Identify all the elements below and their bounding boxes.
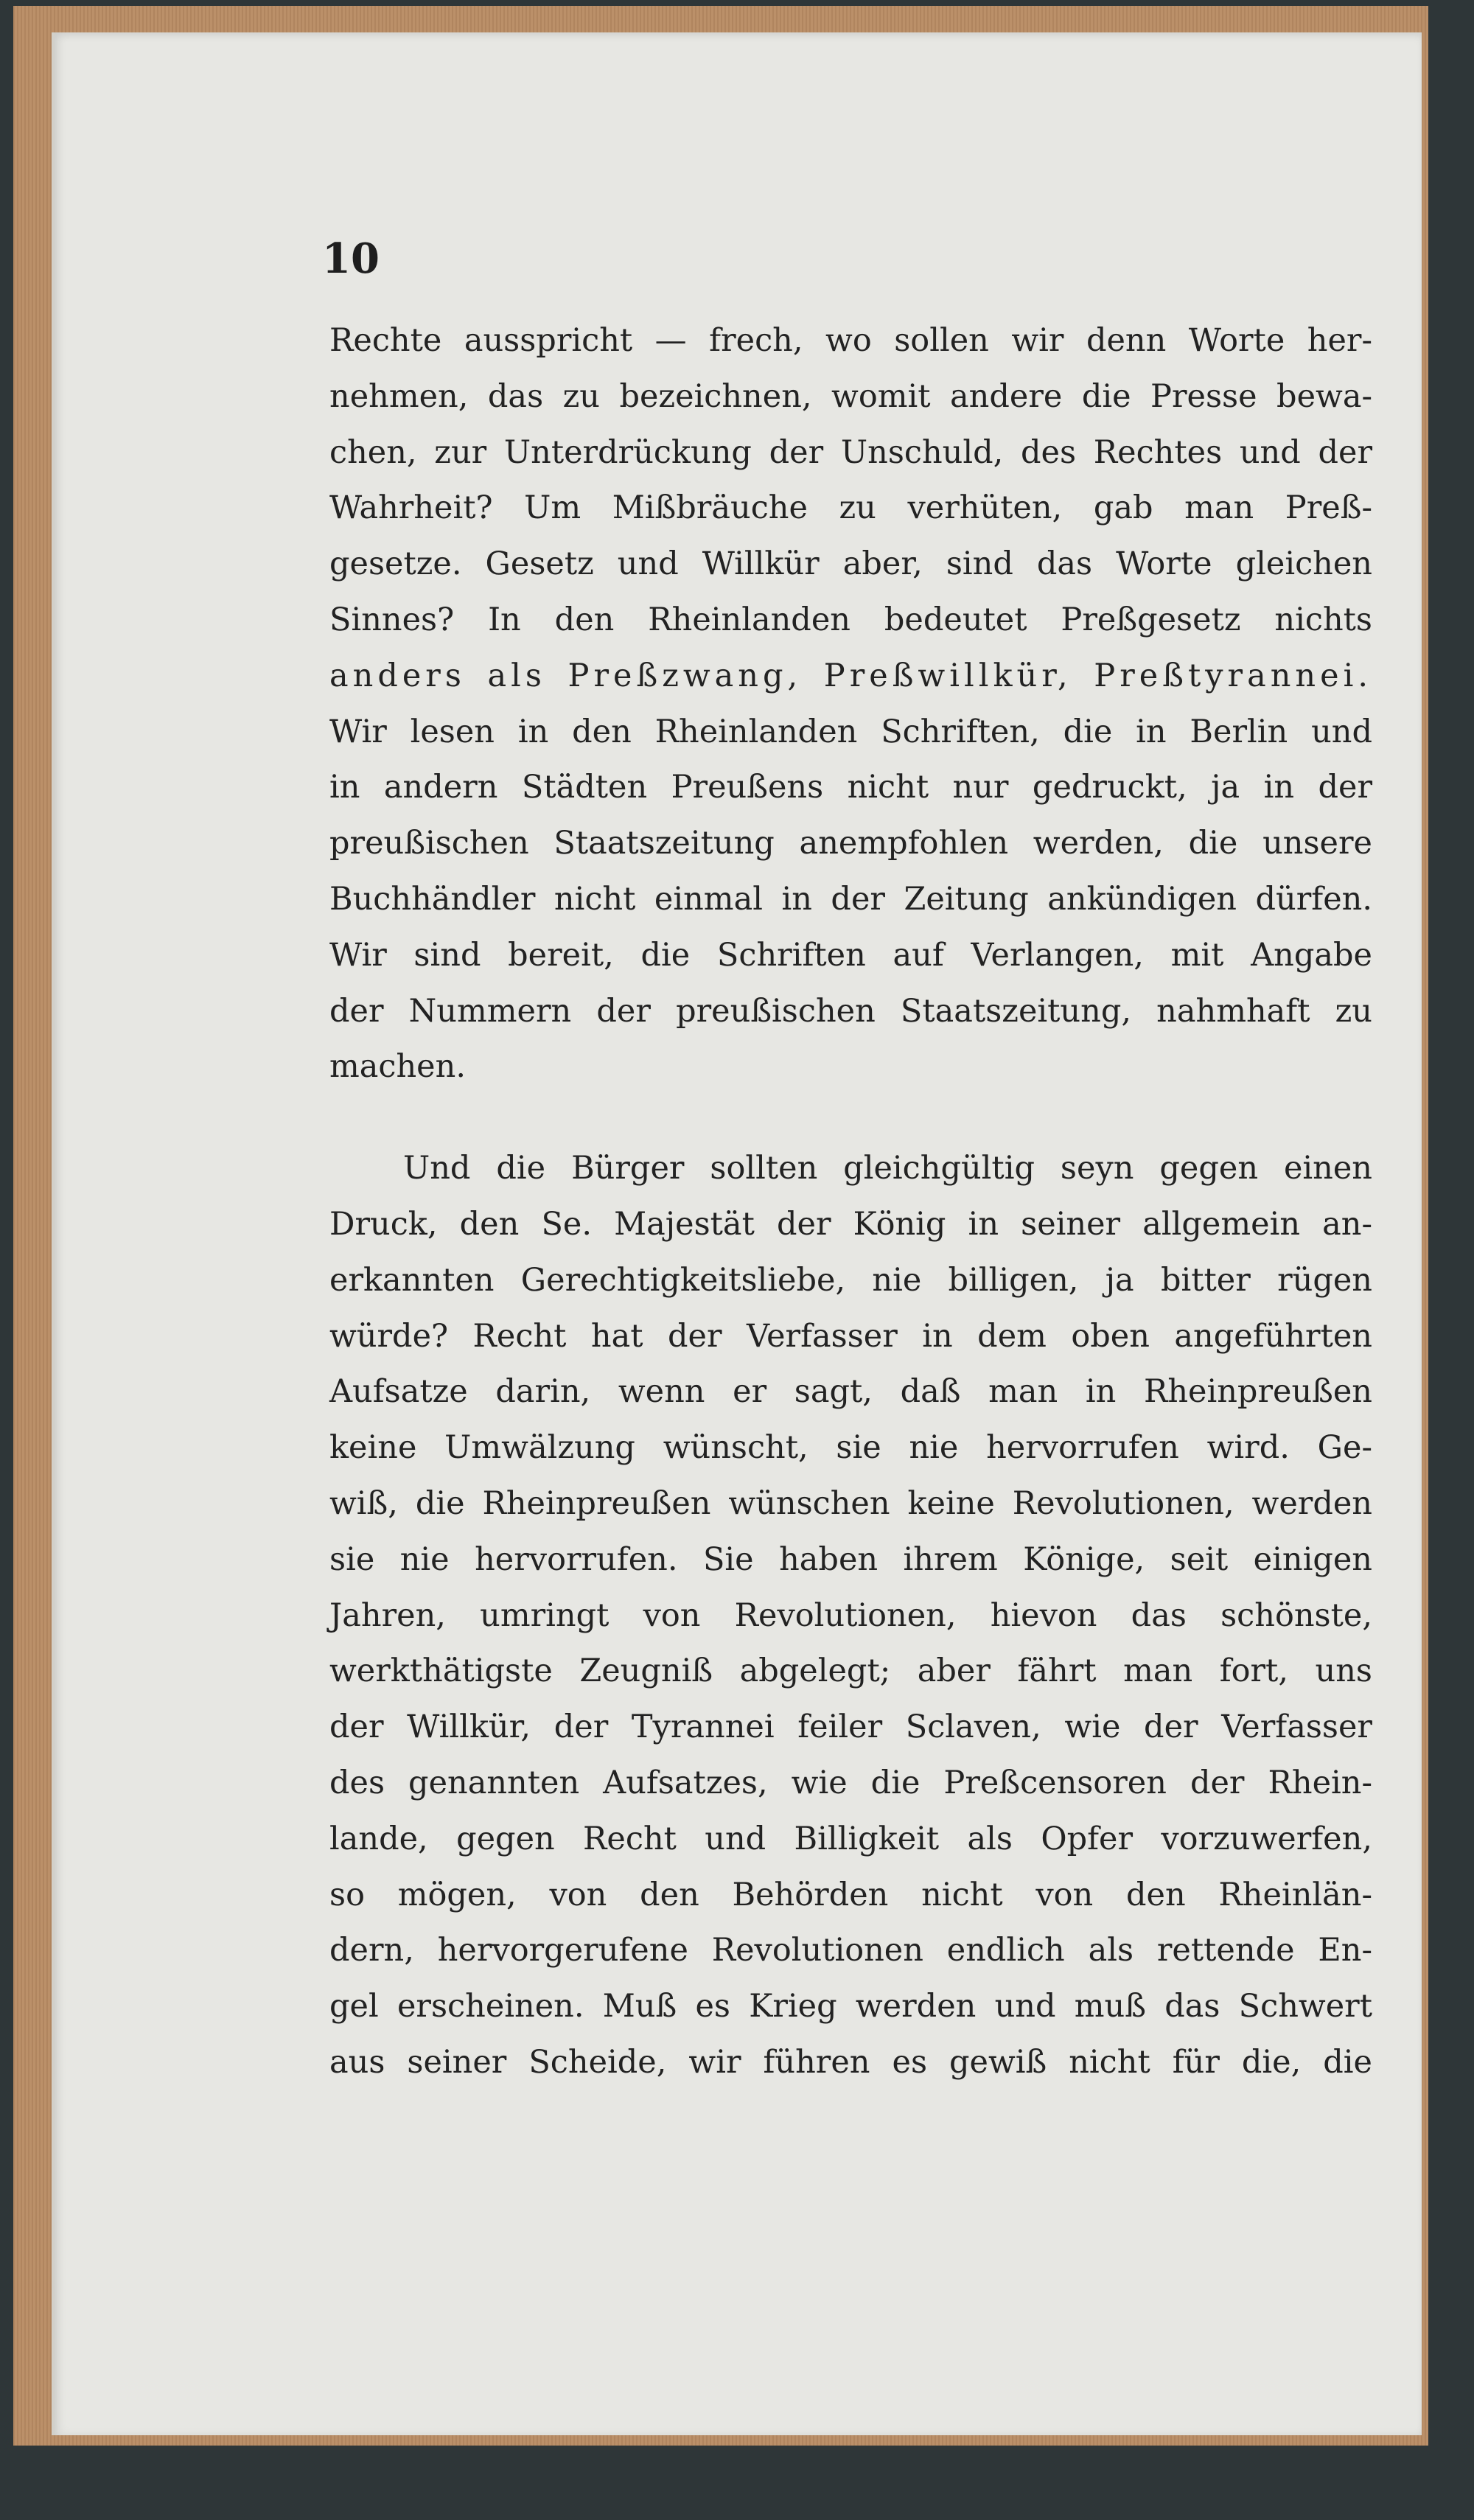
text-line: so mögen, von den Behörden nicht von den Rheinlän-: [329, 1876, 1372, 1913]
text-line: preußischen Staatszeitung anempfohlen werden, die unsere: [329, 825, 1372, 862]
text-line: anders als Preßzwang, Preßwillkür, Preßtyrannei.: [329, 657, 1372, 694]
text-line: der Nummern der preußischen Staatszeitung, nahmhaft zu: [329, 992, 1372, 1030]
text-line: werkthätigste Zeugniß abgelegt; aber fährt man fort, uns: [329, 1652, 1372, 1690]
text-line: in andern Städten Preußens nicht nur gedruckt, ja in der: [329, 769, 1372, 806]
text-line: Jahren, umringt von Revolutionen, hievon das schönste,: [329, 1596, 1372, 1634]
text-line: der Willkür, der Tyrannei feiler Sclaven, wie der Verfasser: [329, 1708, 1372, 1746]
text-line: Und die Bürger sollten gleichgültig seyn gegen einen: [403, 1150, 1372, 1187]
body-text: [329, 313, 1372, 2091]
text-line: wiß, die Rheinpreußen wünschen keine Revolutionen, werden: [329, 1484, 1372, 1522]
text-line: keine Umwälzung wünscht, sie nie hervorrufen wird. Ge-: [329, 1429, 1372, 1467]
text-line: erkannten Gerechtigkeitsliebe, nie billigen, ja bitter rügen: [329, 1261, 1372, 1299]
text-line: Druck, den Se. Majestät der König in seiner allgemein an-: [329, 1205, 1372, 1243]
text-line: Aufsatze darin, wenn er sagt, daß man in Rheinpreußen: [329, 1373, 1372, 1411]
text-line: dern, hervorgerufene Revolutionen endlich als rettende En-: [329, 1932, 1372, 1969]
text-line: machen.: [329, 1048, 466, 1086]
paragraph-2: [329, 1141, 1372, 2091]
text-line: sie nie hervorrufen. Sie haben ihrem Könige, seit einigen: [329, 1540, 1372, 1578]
text-line: lande, gegen Recht und Billigkeit als Opfer vorzuwerfen,: [329, 1820, 1372, 1857]
text-line: des genannten Aufsatzes, wie die Preßcensoren der Rhein-: [329, 1764, 1372, 1801]
text-line: Sinnes? In den Rheinlanden bedeutet Preßgesetz nichts: [329, 601, 1372, 638]
text-line: Wahrheit? Um Mißbräuche zu verhüten, gab man Preß-: [329, 489, 1372, 527]
text-line: gesetze. Gesetz und Willkür aber, sind das Worte gleichen: [329, 545, 1372, 583]
text-line: würde? Recht hat der Verfasser in dem oben angeführten: [329, 1317, 1372, 1355]
text-line: Wir lesen in den Rheinlanden Schriften, die in Berlin und: [329, 713, 1372, 750]
text-line: aus seiner Scheide, wir führen es gewiß nicht für die, die: [329, 2043, 1372, 2081]
text-line: chen, zur Unterdrückung der Unschuld, des Rechtes und der: [329, 433, 1372, 471]
page-number: 10: [322, 234, 380, 283]
text-line: Wir sind bereit, die Schriften auf Verlangen, mit Angabe: [329, 936, 1372, 974]
text-line: gel erscheinen. Muß es Krieg werden und muß das Schwert: [329, 1988, 1372, 2025]
text-line: nehmen, das zu bezeichnen, womit andere die Presse bewa-: [329, 377, 1372, 415]
text-line: Rechte ausspricht — frech, wo sollen wir denn Worte her-: [329, 322, 1372, 359]
text-line: Buchhändler nicht einmal in der Zeitung ankündigen dürfen.: [329, 880, 1372, 918]
paragraph-1: [329, 313, 1372, 1095]
paragraph-gap: [329, 1095, 1372, 1141]
